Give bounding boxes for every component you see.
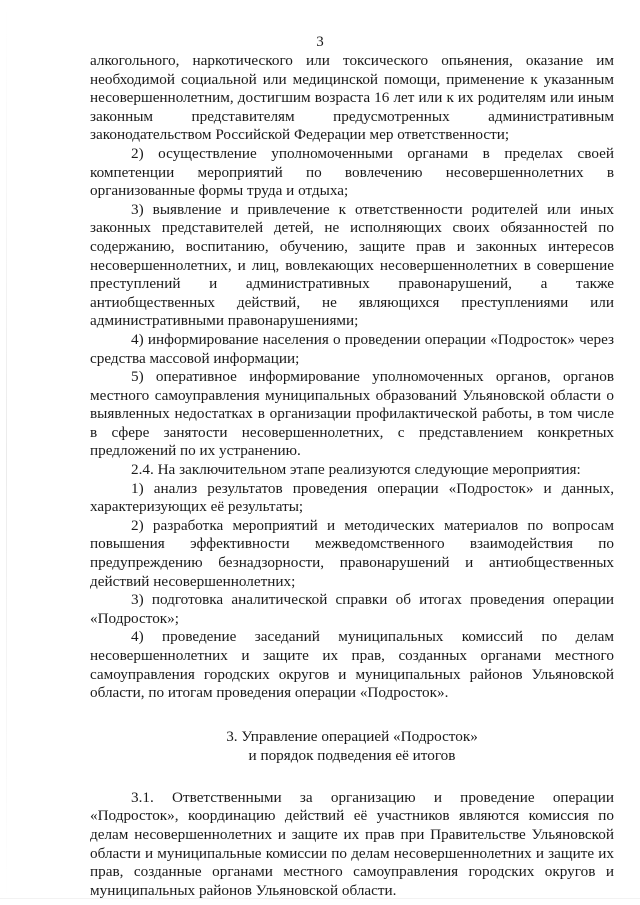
clause-2-4: 2.4. На заключительном этапе реализуются следующие мероприятия:	[131, 461, 581, 479]
clause-3-1: 3.1. Ответственными за организацию и проведение операции «Подросток», координацию действий её участников являются комиссия по делам несовершеннолетних и защите их прав при Правительстве Ульяновской области и муниципальные комиссии по делам несовершеннолетних и защите их прав, созданные органами местного самоуправления городских округов и муниципальных районов Ульяновской области.	[90, 788, 614, 899]
section-title-line1: 3. Управление операцией «Подросток»	[226, 727, 478, 745]
page-number: 3	[316, 34, 324, 50]
final-stage-item-4: 4) проведение заседаний муниципальных комиссий по делам несовершеннолетних и защите их прав, созданных органами местного самоуправления городских округов и муниципальных районов Ульяновской области, по итогам проведения операции «Подросток».	[90, 628, 614, 702]
spacer	[90, 703, 614, 727]
final-stage-item-3: 3) подготовка аналитической справки об итогах проведения операции «Подросток»;	[90, 591, 614, 627]
scan-edge-shadow	[6, 0, 7, 905]
final-stage-item-2: 2) разработка мероприятий и методических материалов по вопросам повышения эффективности межведомственного взаимодействия по предупреждению безнадзорности, правонарушений и антиобщественных действий несовершеннолетних;	[90, 516, 614, 590]
paragraph-continuation: алкогольного, наркотического или токсического опьянения, оказание им необходимой социальной или медицинской помощи, применение к указанным несовершеннолетним, достигшим возраста 16 лет или к их родителям или иным законным представителям предусмотренных административным законодательством Российской Федерации мер ответственности;	[90, 52, 614, 144]
spacer	[90, 765, 614, 789]
list-item-5: 5) оперативное информирование уполномоченных органов, органов местного самоуправления муниципальных образований Ульяновской области о выявленных недостатках в организации профилактической работы, в том числе в сфере занятости несовершеннолетних, с представлением конкретных предложений по их устранению.	[90, 368, 614, 460]
list-item-4: 4) информирование населения о проведении операции «Подросток» через средства массовой информации;	[90, 330, 614, 367]
section-title-line2: и порядок подведения её итогов	[248, 746, 456, 764]
list-item-2: 2) осуществление уполномоченными органами в пределах своей компетенции мероприятий по вовлечению несовершеннолетних в организованные формы труда и отдыха;	[90, 144, 614, 200]
document-body	[90, 52, 614, 900]
final-stage-item-1: 1) анализ результатов проведения операции «Подросток» и данных, характеризующих её результаты;	[90, 479, 614, 516]
list-item-3: 3) выявление и привлечение к ответственности родителей или иных законных представителей детей, не исполняющих своих обязанностей по содержанию, воспитанию, обучению, защите прав и законных интересов несовершеннолетних, и лиц, вовлекающих несовершеннолетних в совершение преступлений и административных правонарушений, а также антиобщественных действий, не являющихся преступлениями или административными правонарушениями;	[90, 200, 614, 330]
